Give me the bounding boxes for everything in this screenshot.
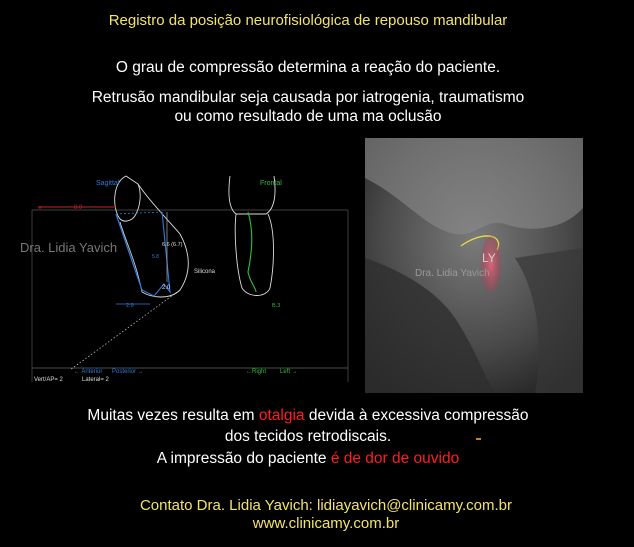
sagittal-label: Sagittal	[96, 180, 120, 187]
chart-watermark: Dra. Lidia Yavich	[20, 240, 118, 255]
axis-posterior: Posterior →	[112, 369, 144, 375]
axis-left: Left →	[280, 369, 298, 375]
body-line-3-highlight: é de dor de ouvido	[330, 450, 460, 467]
measure-vertical-small: 5.8	[152, 254, 159, 260]
accent-mark	[476, 438, 481, 440]
frontal-value: B.3	[272, 303, 281, 309]
axis-anterior: ← Anterior	[74, 369, 103, 375]
body-line-3-pre: A impressão do paciente	[156, 450, 331, 467]
measure-top: 8.0	[74, 205, 83, 211]
contact-line: Contato Dra. Lidia Yavich: lidiayavich@clinicamy.com.br	[139, 497, 513, 514]
svg-text:×: ×	[38, 205, 43, 212]
material-label: Silicona	[194, 269, 216, 275]
frontal-label: Frontal	[260, 180, 282, 187]
intro-line-1: O grau de compressão determina a reação do paciente.	[115, 59, 501, 76]
body-line-1	[0, 407, 616, 425]
mri-mark: LY	[482, 251, 496, 265]
vert-ap: Vert/AP= 2	[34, 377, 63, 383]
measure-vertical: 6.6 (6.7)	[162, 242, 183, 248]
body-line-1-post: devida à excessiva compressão	[304, 407, 529, 424]
body-line-1-highlight: otalgia	[258, 407, 305, 424]
mri-image	[365, 138, 583, 393]
intro-line-3: ou como resultado de uma ma oclusão	[174, 108, 442, 125]
axis-right: ←Right	[246, 369, 267, 375]
body-line-2: dos tecidos retrodiscais.	[224, 428, 392, 445]
mandibular-tracing-chart	[20, 172, 360, 387]
page-title: Registro da posição neurofisiológica de repouso mandibular	[108, 12, 508, 29]
body-line-1-pre: Muitas vezes resulta em	[87, 407, 259, 424]
intro-line-2: Retrusão mandibular seja causada por iatrogenia, traumatismo	[91, 89, 525, 106]
measure-side: 2.0	[162, 285, 171, 291]
lateral: Lateral= 2	[82, 377, 109, 383]
body-line-3	[0, 450, 616, 468]
mri-watermark: Dra. Lidia Yavich	[415, 268, 490, 279]
contact-website[interactable]: www.clinicamy.com.br	[252, 515, 400, 532]
measure-bottom: 2.9	[126, 303, 134, 309]
